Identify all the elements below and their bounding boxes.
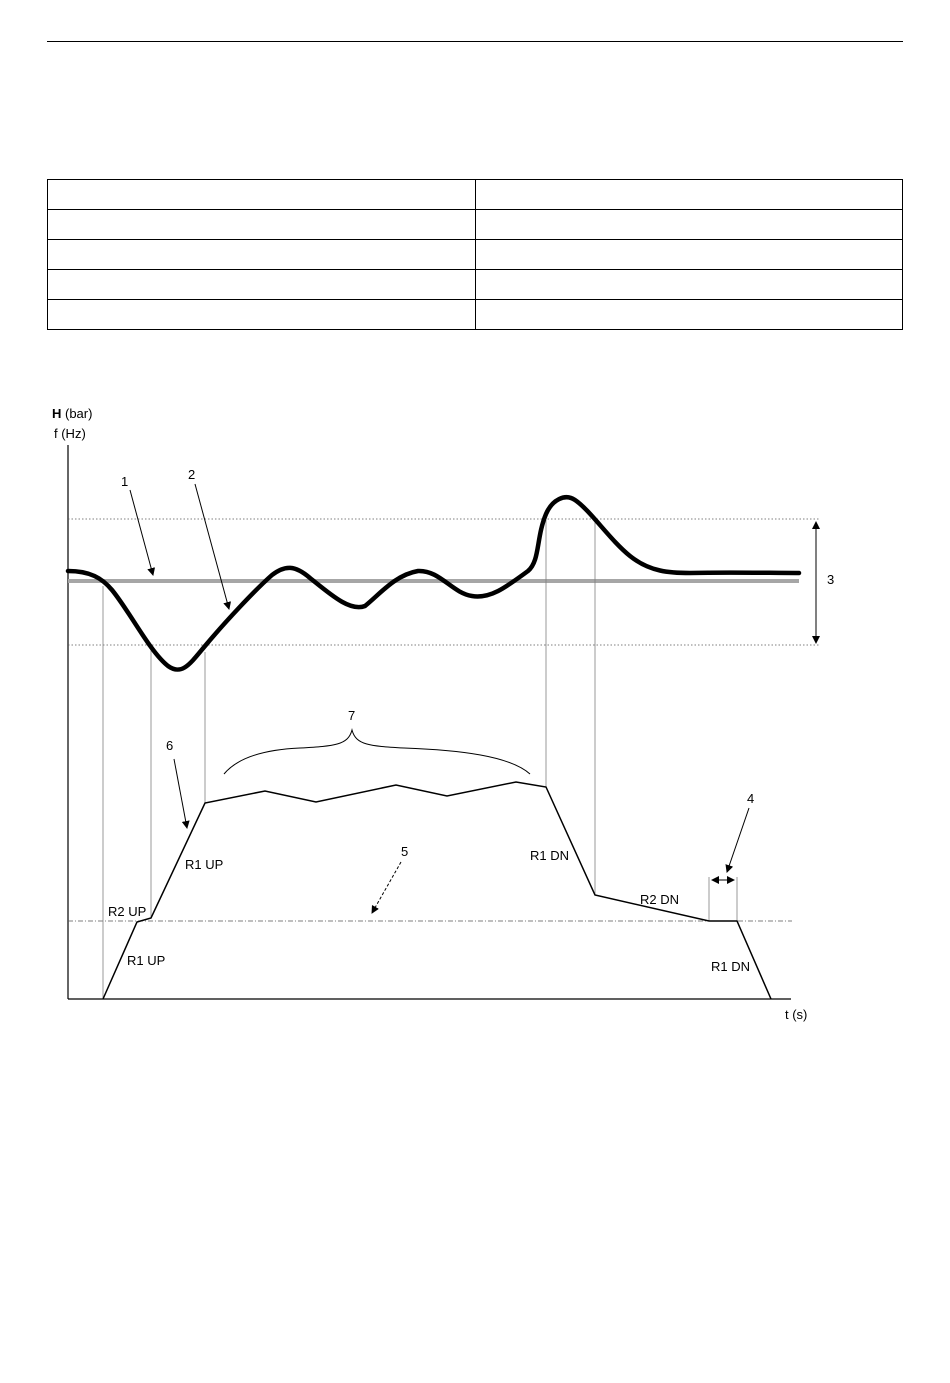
callout-1: 1 (121, 474, 129, 489)
callout-4: 4 (747, 791, 755, 806)
y-axis-label-pressure: H (bar) (52, 406, 93, 421)
ramp-label-r1-dn-high: R1 DN (530, 848, 570, 863)
pressure-curve (68, 497, 799, 669)
ramp-label-r1-dn-low: R1 DN (711, 959, 751, 974)
callout-1-arrow (130, 490, 153, 575)
callout-7: 7 (348, 708, 356, 723)
callout-7-brace (224, 730, 530, 774)
frequency-profile (103, 782, 771, 999)
x-axis-label: t (s) (785, 1007, 808, 1022)
callout-6-arrow (174, 759, 187, 828)
callout-3: 3 (827, 572, 835, 587)
guide-lines (103, 519, 737, 999)
ramp-label-r2-dn: R2 DN (640, 892, 680, 907)
y-axis-label-frequency: f (Hz) (54, 426, 86, 441)
callout-2: 2 (188, 467, 196, 482)
ramp-label-r1-up-high: R1 UP (185, 857, 224, 872)
callout-5: 5 (401, 844, 409, 859)
ramp-label-r2-up: R2 UP (108, 904, 147, 919)
callout-4-arrow (727, 808, 749, 872)
ramp-label-r1-up-low: R1 UP (127, 953, 166, 968)
callout-6: 6 (166, 738, 174, 753)
callout-2-arrow (195, 484, 229, 609)
callout-5-arrow (372, 862, 401, 913)
